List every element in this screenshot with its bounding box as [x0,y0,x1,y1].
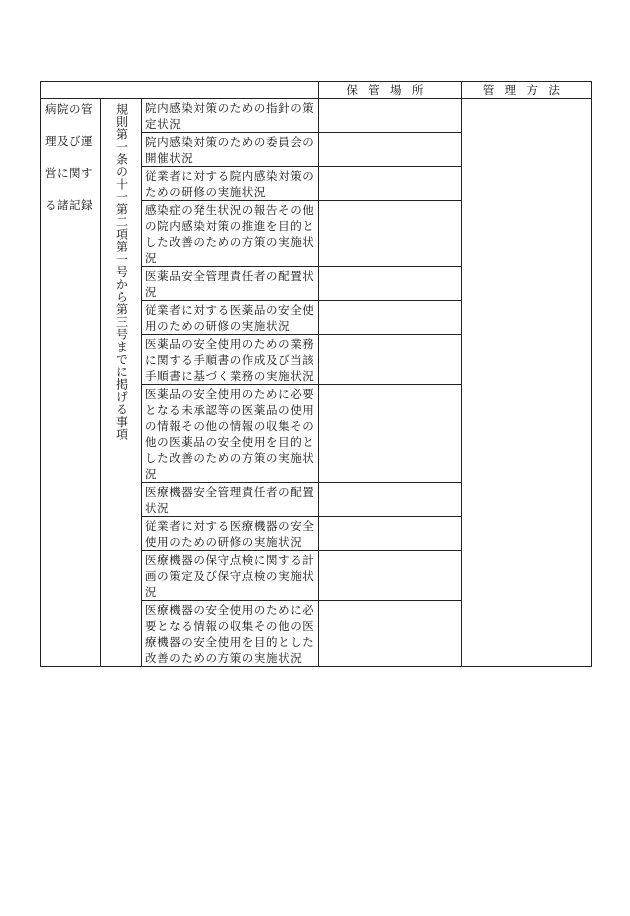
header-blank-cell [41,82,319,99]
location-header: 保管場所 [319,82,462,99]
location-cell[interactable] [319,133,462,167]
item-cell [142,133,319,167]
records-table [40,81,592,667]
item-line: 使用のための研修の実施状況 [145,535,303,549]
item-line: 院内感染対策のための委員会の [145,135,315,149]
item-line: 医薬品の安全使用のために必要 [145,387,315,401]
method-header: 管理方法 [462,82,592,99]
item-cell [142,267,319,301]
item-line: ための研修の実施状況 [145,185,266,199]
item-line: 状況 [145,501,170,515]
location-cell[interactable] [319,99,462,133]
item-line: 医薬品の安全使用のための業務 [145,337,315,351]
item-line: 従業者に対する医薬品の安全使 [145,303,315,317]
item-cell [142,301,319,335]
sub-category-text: 規則第一条の十一第二項第一号から第三号までに掲げる事項 [114,103,129,441]
item-line: に関する手順書の作成及び当該 [145,353,315,367]
header-row [41,82,592,99]
item-line: 況 [145,285,158,299]
item-line: 他の医薬品の安全使用を目的と [145,435,315,449]
category-line: 病院の管 [45,102,93,116]
location-cell[interactable] [319,301,462,335]
item-line: 医療機器の安全使用のために必 [145,603,315,617]
item-cell [142,99,319,133]
item-line: した改善のための方策の実施状 [145,451,315,465]
location-cell[interactable] [319,267,462,301]
location-cell[interactable] [319,201,462,267]
location-cell[interactable] [319,385,462,483]
item-line: 医療機器の保守点検に関する計 [145,553,315,567]
item-line: 改善のための方策の実施状況 [145,651,303,665]
sub-category-cell [101,99,142,667]
item-cell [142,167,319,201]
item-line: 況 [145,585,158,599]
item-line: 医薬品安全管理責任者の配置状 [145,269,315,283]
item-cell [142,385,319,483]
location-cell[interactable] [319,601,462,667]
category-line: 営に関す [45,166,93,180]
category-line: る諸記録 [45,198,93,212]
location-cell[interactable] [319,517,462,551]
item-line: の院内感染対策の推進を目的と [145,219,315,233]
item-cell [142,335,319,385]
item-cell [142,201,319,267]
item-line: 感染症の発生状況の報告その他 [145,203,315,217]
item-line: 療機器の安全使用を目的とした [145,635,315,649]
item-line: 従業者に対する院内感染対策の [145,169,315,183]
category-cell [41,99,101,667]
method-cell[interactable] [462,99,592,667]
item-line: 手順書に基づく業務の実施状況 [145,369,315,383]
item-line: 医療機器安全管理責任者の配置 [145,485,315,499]
item-line: 従業者に対する医療機器の安全 [145,519,315,533]
item-line: 画の策定及び保守点検の実施状 [145,569,315,583]
item-line: 定状況 [145,117,182,131]
item-line: となる未承認等の医薬品の使用 [145,403,315,417]
location-cell[interactable] [319,167,462,201]
item-cell [142,517,319,551]
category-line: 理及び運 [45,134,93,148]
item-line: 況 [145,251,158,265]
item-line: の情報その他の情報の収集その [145,419,315,433]
location-cell[interactable] [319,551,462,601]
item-cell [142,551,319,601]
item-cell [142,483,319,517]
item-cell [142,601,319,667]
record-row [41,99,592,133]
item-line: 況 [145,467,158,481]
item-line: 要となる情報の収集その他の医 [145,619,315,633]
item-line: 用のための研修の実施状況 [145,319,291,333]
location-cell[interactable] [319,483,462,517]
location-cell[interactable] [319,335,462,385]
item-line: 開催状況 [145,151,194,165]
item-line: した改善のための方策の実施状 [145,235,315,249]
item-line: 院内感染対策のための指針の策 [145,101,315,115]
